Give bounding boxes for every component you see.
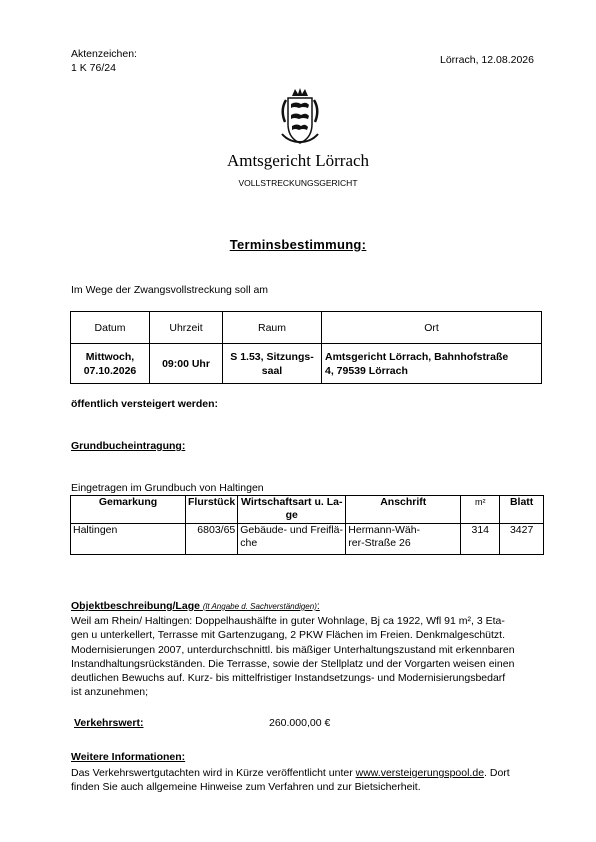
cell-anschrift	[346, 524, 461, 555]
raum-line-2: saal	[261, 364, 283, 377]
header-flurstueck: Flurstück	[186, 496, 238, 524]
cell-raum	[223, 344, 322, 384]
weitere-text	[71, 766, 541, 795]
document-heading: Terminsbestimmung:	[229, 237, 367, 252]
objekt-line: ist anzunehmen;	[71, 686, 149, 699]
header-wirtschaftsart	[238, 496, 346, 524]
objekt-line: deutlichen Bewuchs auf. Kurz- bis mittelfristiger Instandsetzungs- und Modernisierungsbedarf	[71, 672, 506, 685]
header-datum: Datum	[71, 312, 150, 344]
versteigert-text: öffentlich versteigert werden:	[71, 398, 219, 410]
verkehrswert-value: 260.000,00 €	[269, 717, 331, 729]
table-row	[71, 344, 542, 384]
anschrift-line-1: Hermann-Wäh-	[348, 524, 421, 536]
objekt-title-line	[71, 600, 320, 612]
weitere-title: Weitere Informationen:	[71, 751, 186, 763]
wirtschaftsart-line-2: che	[240, 537, 258, 549]
cell-flaeche: 314	[461, 524, 500, 555]
grundbuch-table	[70, 495, 544, 555]
header-blatt: Blatt	[500, 496, 544, 524]
weitere-text-before: Das Verkehrswertgutachten wird in Kürze veröffentlicht unter	[71, 767, 356, 779]
ort-line-1: Amtsgericht Lörrach, Bahnhofstraße	[325, 350, 509, 363]
cell-wirtschaftsart	[238, 524, 346, 555]
cell-gemarkung: Haltingen	[71, 524, 186, 555]
place-date: Lörrach, 12.08.2026	[440, 54, 534, 66]
objekt-title: Objektbeschreibung/Lage	[71, 600, 200, 612]
wirtschaftsart-header-1: Wirtschaftsart u. La-	[241, 496, 343, 508]
table-row	[71, 524, 544, 555]
appointment-table	[70, 311, 542, 384]
objekt-line: Modernisierungen 2007, unterdurchschnittl. bis mäßiger Unterhaltungszustand mit erkennbaren	[71, 643, 515, 656]
cell-ort	[322, 344, 542, 384]
objekt-line: Instandhaltungsrückständen. Die Terrasse, sowie der Stellplatz und der Vorgarten weisen einen	[71, 657, 515, 670]
cell-blatt: 3427	[500, 524, 544, 555]
header-ort: Ort	[322, 312, 542, 344]
anschrift-line-2: rer-Straße 26	[348, 537, 411, 549]
datum-date: 07.10.2026	[83, 364, 137, 377]
weitere-text-after: . Dort	[484, 767, 510, 779]
ort-line-2: 4, 79539 Lörrach	[325, 364, 408, 377]
cell-uhrzeit: 09:00 Uhr	[150, 344, 223, 384]
header-flaeche: m²	[461, 496, 500, 524]
cell-flurstueck: 6803/65	[186, 524, 238, 555]
header-raum: Raum	[223, 312, 322, 344]
grundbuch-eingetragen: Eingetragen im Grundbuch von Haltingen	[71, 482, 264, 494]
raum-line-1: S 1.53, Sitzungs-	[230, 350, 314, 363]
wirtschaftsart-header-2: ge	[285, 509, 298, 521]
coat-of-arms-icon	[279, 86, 321, 146]
court-name: Amtsgericht Lörrach	[226, 151, 370, 170]
objekt-colon: :	[316, 600, 320, 612]
objekt-line: gen u unterkellert, Terrasse mit Gartenzugang, 2 PKW Flächen im Freien. Denkmalgeschützt.	[71, 629, 506, 642]
case-number-label: Aktenzeichen:	[71, 48, 137, 60]
intro-text: Im Wege der Zwangsvollstreckung soll am	[71, 284, 269, 296]
verkehrswert-label: Verkehrswert:	[74, 717, 144, 729]
table-header-row	[71, 496, 544, 524]
grundbuch-title: Grundbucheintragung:	[71, 440, 186, 452]
wirtschaftsart-line-1: Gebäude- und Freiflä-	[240, 524, 343, 536]
court-subtitle: VOLLSTRECKUNGSGERICHT	[238, 178, 358, 188]
datum-weekday: Mittwoch,	[85, 350, 135, 363]
header-anschrift: Anschrift	[346, 496, 461, 524]
weitere-line-1	[71, 766, 541, 780]
case-number-block	[71, 47, 137, 75]
weitere-line-2: finden Sie auch allgemeine Hinweise zum Verfahren und zur Bietsicherheit.	[71, 781, 421, 794]
table-header-row	[71, 312, 542, 344]
objekt-line: Weil am Rhein/ Haltingen: Doppelhaushälfte in guter Wohnlage, Bj ca 1922, Wfl 91 m², 3 Eta-	[71, 615, 505, 627]
objekt-note: (lt Angabe d. Sachverständigen)	[202, 602, 317, 611]
versteigerungspool-link[interactable]: www.versteigerungspool.de	[355, 767, 485, 779]
case-number: 1 K 76/24	[71, 62, 116, 74]
objekt-description	[71, 614, 541, 700]
header-gemarkung: Gemarkung	[71, 496, 186, 524]
cell-datum	[71, 344, 150, 384]
header-uhrzeit: Uhrzeit	[150, 312, 223, 344]
